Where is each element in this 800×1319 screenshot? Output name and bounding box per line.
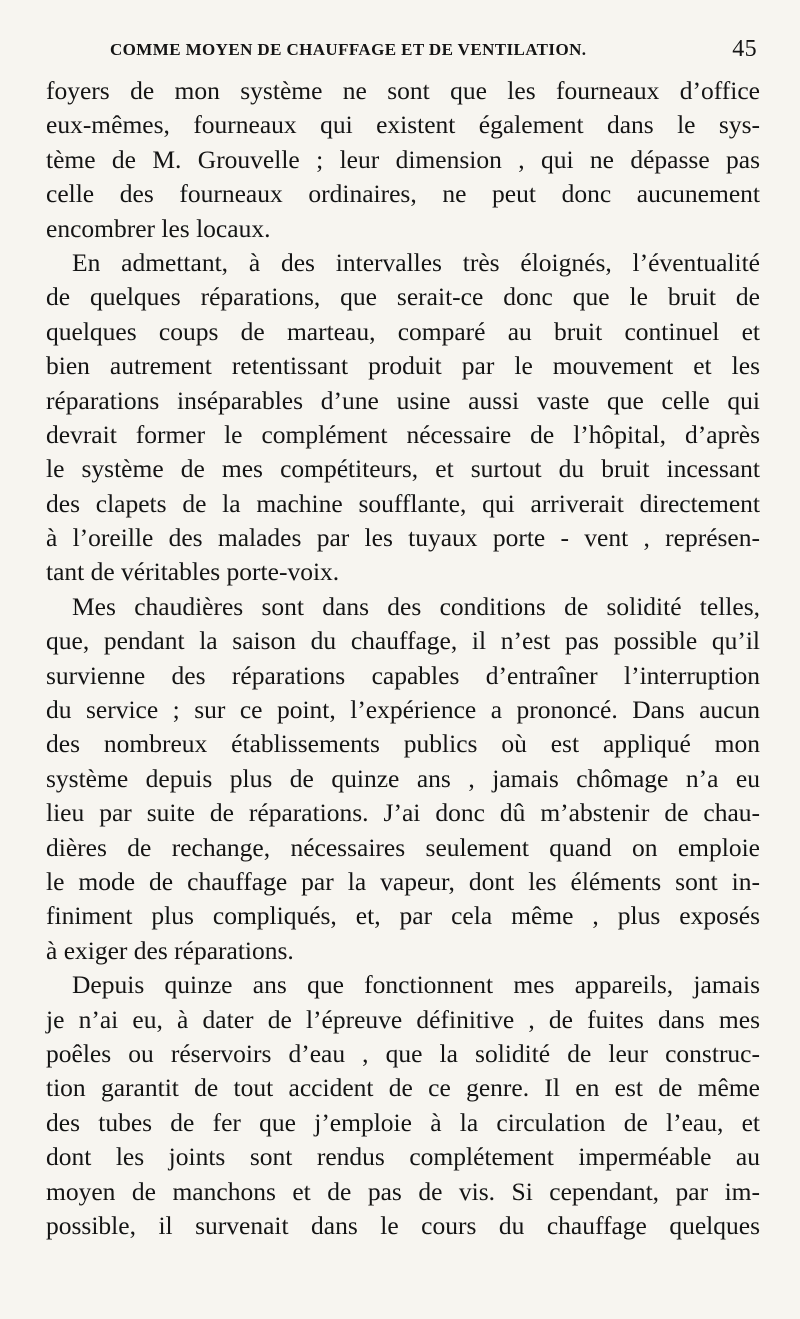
text-line: des tubes de fer que j’emploie à la circulation de l’eau, et	[46, 1107, 760, 1137]
body-text	[46, 74, 760, 1243]
running-title: COMME MOYEN DE CHAUFFAGE ET DE VENTILATION.	[110, 40, 587, 59]
text-line: quelques coups de marteau, comparé au bruit continuel et	[46, 316, 760, 346]
text-line: possible, il survenait dans le cours du chauffage quelques	[46, 1210, 760, 1240]
text-line: tème de M. Grouvelle ; leur dimension , qui ne dépasse pas	[46, 144, 760, 174]
text-line: du service ; sur ce point, l’expérience a prononcé. Dans aucun	[46, 695, 760, 725]
running-header	[46, 30, 760, 74]
text-line: le mode de chauffage par la vapeur, dont les éléments sont in-	[46, 866, 760, 896]
text-line: dières de rechange, nécessaires seulement quand on emploie	[46, 832, 760, 862]
text-line: des clapets de la machine soufflante, qui arriverait directement	[46, 488, 760, 518]
text-line: En admettant, à des intervalles très éloignés, l’éventualité	[72, 247, 760, 277]
text-line: eux-mêmes, fourneaux qui existent également dans le sys-	[46, 110, 760, 140]
text-line: à l’oreille des malades par les tuyaux porte - vent , représen-	[46, 523, 760, 553]
text-line: système depuis plus de quinze ans , jamais chômage n’a eu	[46, 763, 760, 793]
text-line: le système de mes compétiteurs, et surtout du bruit incessant	[46, 454, 760, 484]
text-line: Depuis quinze ans que fonctionnent mes appareils, jamais	[72, 970, 760, 1000]
text-line: poêles ou réservoirs d’eau , que la solidité de leur construc-	[46, 1038, 760, 1068]
text-line: de quelques réparations, que serait-ce donc que le bruit de	[46, 282, 760, 312]
text-line: lieu par suite de réparations. J’ai donc dû m’abstenir de chau-	[46, 798, 760, 828]
text-line: devrait former le complément nécessaire de l’hôpital, d’après	[46, 419, 760, 449]
text-line: bien autrement retentissant produit par le mouvement et les	[46, 351, 760, 381]
text-line: foyers de mon système ne sont que les fourneaux d’office	[46, 76, 760, 105]
text-line: encombrer les locaux.	[46, 213, 271, 243]
paragraph-3	[46, 590, 760, 968]
text-line: celle des fourneaux ordinaires, ne peut donc aucunement	[46, 179, 760, 209]
text-line: moyen de manchons et de pas de vis. Si cependant, par im-	[46, 1176, 760, 1206]
text-line: que, pendant la saison du chauffage, il n’est pas possible qu’il	[46, 626, 760, 656]
text-line: je n’ai eu, à dater de l’épreuve définitive , de fuites dans mes	[46, 1004, 760, 1034]
text-line: à exiger des réparations.	[46, 935, 294, 965]
text-line: tant de véritables porte-voix.	[46, 557, 340, 587]
text-line: Mes chaudières sont dans des conditions de solidité telles,	[72, 591, 760, 621]
text-line: dont les joints sont rendus complétement imperméable au	[46, 1142, 760, 1172]
paragraph-4	[46, 968, 760, 1243]
text-line: finiment plus compliqués, et, par cela même , plus exposés	[46, 901, 760, 931]
text-line: survienne des réparations capables d’entraîner l’interruption	[46, 660, 760, 690]
text-line: des nombreux établissements publics où est appliqué mon	[46, 729, 760, 759]
text-line: réparations inséparables d’une usine aussi vaste que celle qui	[46, 385, 760, 415]
paragraph-2	[46, 246, 760, 590]
page-number: 45	[732, 36, 757, 62]
text-line: tion garantit de tout accident de ce genre. Il en est de même	[46, 1073, 760, 1103]
paragraph-1	[46, 74, 760, 246]
